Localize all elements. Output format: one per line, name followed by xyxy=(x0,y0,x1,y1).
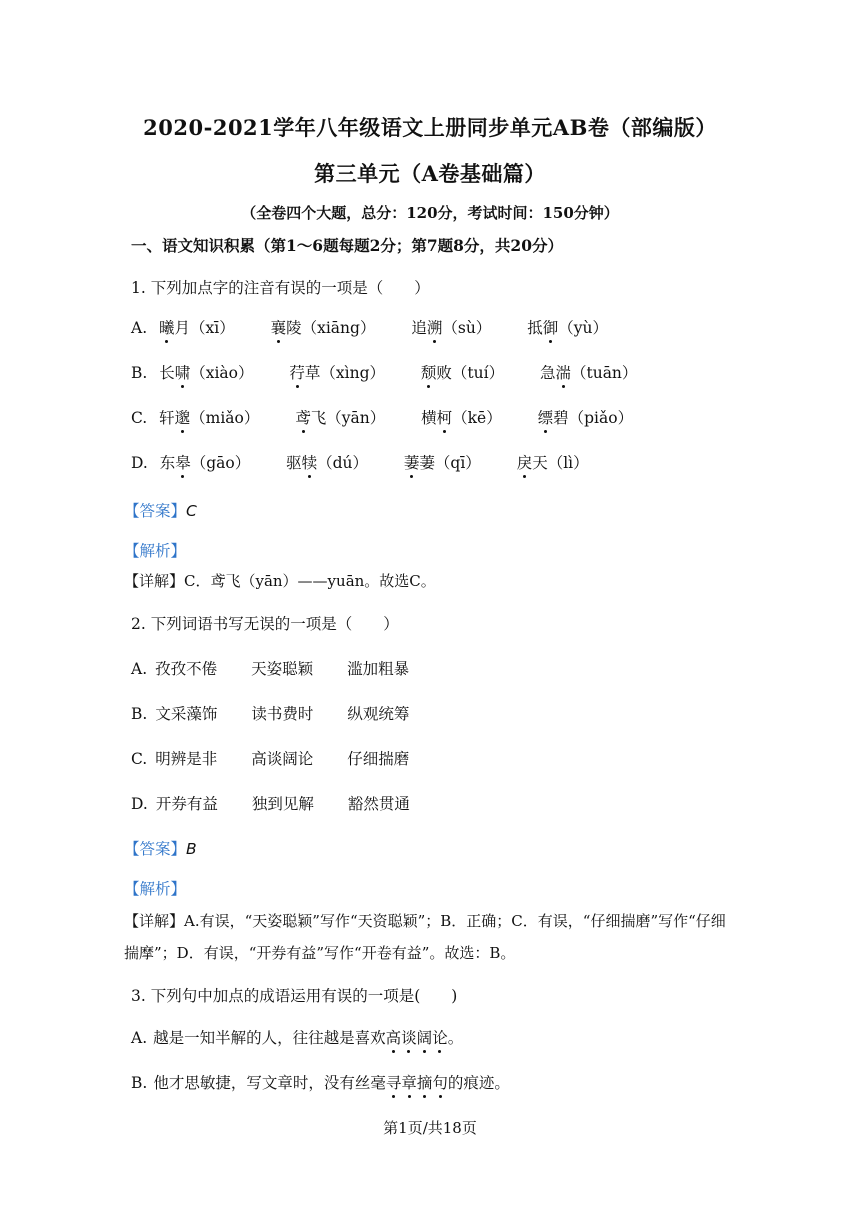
q2-answer xyxy=(124,837,197,859)
pinyin-item: 襄陵（xiāng） xyxy=(271,319,376,337)
pinyin-item: 急湍（tuān） xyxy=(540,364,637,382)
exam-note: （全卷四个大题，总分：120分，考试时间：150分钟） xyxy=(241,204,619,222)
option-label: A. xyxy=(131,660,148,678)
answer-value: B xyxy=(186,840,197,858)
dotted-char: 句 xyxy=(432,1071,448,1093)
word: 孜孜不倦 xyxy=(155,660,218,678)
q2-detail: 【详解】A.有误，“天姿聪颖”写作“天资聪颖”；B．正确；C．有误，“仔细揣磨”写作“仔细揣摩”；D．有误，“开券有益”写作“开卷有益”。故选：B。 xyxy=(124,912,726,962)
question-3-stem: 3. 下列句中加点的成语运用有误的一项是( ) xyxy=(131,987,458,1005)
dotted-char: 摘 xyxy=(417,1071,433,1093)
answer-value: C xyxy=(186,502,197,520)
q1-answer xyxy=(124,499,197,521)
word: 读书费时 xyxy=(251,705,314,723)
word: 仔细揣磨 xyxy=(347,750,410,768)
dotted-char: 高 xyxy=(386,1026,402,1048)
document-subtitle: 第三单元（A卷基础篇） xyxy=(314,161,546,186)
pinyin-item: 抵御（yù） xyxy=(527,319,608,337)
option-label: D. xyxy=(131,795,148,813)
q1-option-d xyxy=(131,451,589,473)
option-label: A. xyxy=(131,319,148,337)
q2-option-a xyxy=(131,657,409,679)
q1-analysis-tag: 【解析】 xyxy=(124,542,187,560)
q3-option-b xyxy=(131,1071,510,1093)
q2-option-c xyxy=(131,747,409,769)
q1-detail: 【详解】C．鸢飞（yān）——yuān。故选C。 xyxy=(124,572,436,590)
option-label: C. xyxy=(131,750,148,768)
word: 纵观统筹 xyxy=(347,705,410,723)
answer-tag: 【答案】 xyxy=(124,840,187,858)
dotted-char: 谈 xyxy=(401,1026,417,1048)
sentence-text: 的痕迹。 xyxy=(447,1074,510,1092)
option-label: B. xyxy=(131,705,148,723)
q2-analysis-tag: 【解析】 xyxy=(124,880,187,898)
section-heading: 一、语文知识积累（第1～6题每题2分；第7题8分，共20分） xyxy=(131,236,563,255)
option-label: D. xyxy=(131,454,148,472)
pinyin-item: 驱犊（dú） xyxy=(286,454,368,472)
word: 高谈阔论 xyxy=(251,750,314,768)
pinyin-item: 追溯（sù） xyxy=(411,319,491,337)
dotted-char: 阔 xyxy=(417,1026,433,1048)
q2-option-b xyxy=(131,702,409,724)
question-1-stem: 1. 下列加点字的注音有误的一项是（ ） xyxy=(131,279,430,297)
sentence-text: 越是一知半解的人，往往越是喜欢 xyxy=(153,1029,386,1047)
word: 明辨是非 xyxy=(155,750,218,768)
pinyin-item: 曦月（xī） xyxy=(159,319,235,337)
q1-option-a xyxy=(131,316,608,338)
pinyin-item: 缥碧（piǎo） xyxy=(538,409,633,427)
sentence-text: 。 xyxy=(447,1029,464,1047)
option-label: B. xyxy=(131,364,148,382)
dotted-idiom xyxy=(386,1029,448,1047)
pinyin-item: 鸢飞（yān） xyxy=(295,409,385,427)
pinyin-item: 荇草（xìng） xyxy=(289,364,385,382)
q1-option-c xyxy=(131,406,633,428)
q1-option-b xyxy=(131,361,637,383)
option-label: B. xyxy=(131,1074,148,1092)
q2-option-d xyxy=(131,792,410,814)
pinyin-item: 轩邈（miǎo） xyxy=(159,409,259,427)
option-label: A. xyxy=(131,1029,148,1047)
option-label: C. xyxy=(131,409,148,427)
question-2-stem: 2. 下列词语书写无误的一项是（ ） xyxy=(131,615,399,633)
word: 豁然贯通 xyxy=(347,795,410,813)
word: 独到见解 xyxy=(251,795,314,813)
dotted-char: 章 xyxy=(401,1071,417,1093)
sentence-text: 他才思敏捷，写文章时，没有丝毫 xyxy=(153,1074,386,1092)
word: 开券有益 xyxy=(155,795,218,813)
dotted-char: 寻 xyxy=(386,1071,402,1093)
pinyin-item: 戾天（lì） xyxy=(517,454,589,472)
answer-tag: 【答案】 xyxy=(124,502,187,520)
pinyin-item: 长啸（xiào） xyxy=(159,364,253,382)
pinyin-item: 横柯（kē） xyxy=(421,409,502,427)
dotted-idiom xyxy=(386,1074,448,1092)
pinyin-item: 东皋（gāo） xyxy=(160,454,251,472)
pinyin-item: 颓败（tuí） xyxy=(421,364,504,382)
dotted-char: 论 xyxy=(432,1026,448,1048)
document-title: 2020-2021学年八年级语文上册同步单元AB卷（部编版） xyxy=(143,115,717,140)
pinyin-item: 萋萋（qī） xyxy=(404,454,481,472)
page-number: 第1页/共18页 xyxy=(383,1119,477,1137)
word: 天姿聪颖 xyxy=(251,660,314,678)
word: 滥加粗暴 xyxy=(347,660,410,678)
q3-option-a xyxy=(131,1026,463,1048)
word: 文采藻饰 xyxy=(155,705,218,723)
